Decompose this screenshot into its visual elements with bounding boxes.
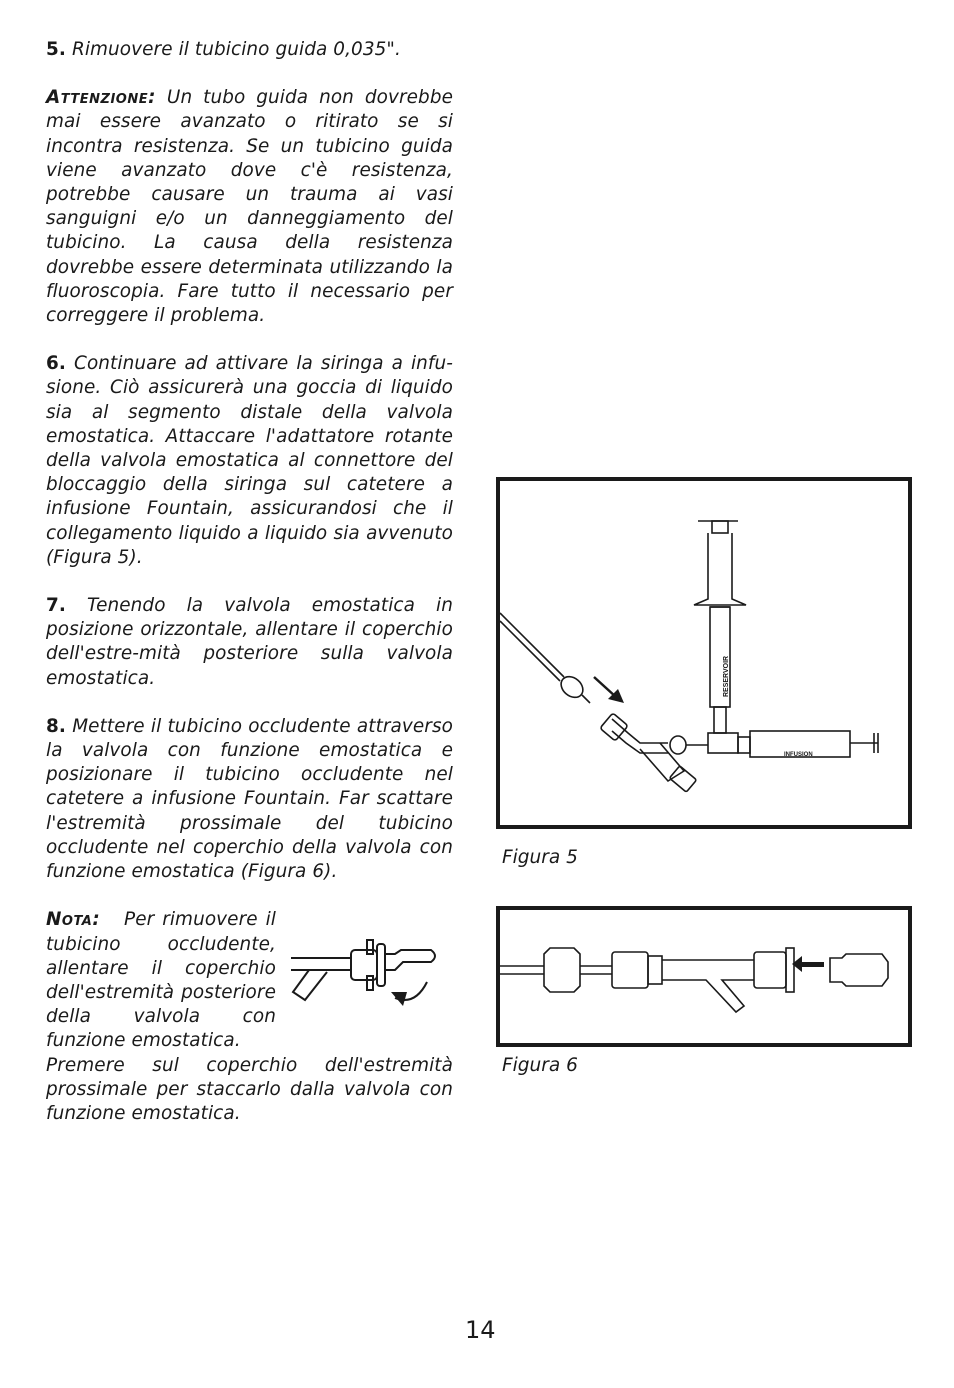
step-7-number: 7.	[46, 595, 66, 617]
note-text-a: Per rimuovere il tubicino occludente, allentare il coperchio dell'estremità posteriore della valvola con funzione emostatica.	[46, 909, 276, 1052]
reservoir-label: RESERVOIR	[723, 655, 730, 697]
valve-cap-illustration	[291, 920, 461, 1020]
figure-5-caption: Figura 5	[502, 847, 578, 868]
step-5	[46, 38, 453, 62]
infusion-label: INFUSION	[784, 752, 813, 758]
note-block	[46, 908, 453, 1126]
page-number: 14	[465, 1316, 496, 1344]
step-7	[46, 594, 453, 691]
note-label: Nota:	[46, 909, 101, 931]
warning-text: Un tubo guida non dovrebbe mai essere avanzato o ritirato se si incontra resistenza. Se un tubicino guida viene avanzato dove c'è resistenza, potrebbe causare un trauma ai vasi sanguigni e/o un danneggiamento del tubicino. La causa della resistenza dovrebbe essere determinata utilizzando la fluoroscopia. Fare tutto il necessario per correggere il problema.	[46, 87, 454, 327]
step-6-text: Continuare ad attivare la siringa a infu-sione. Ciò assicurerà una goccia di liquido sia al segmento distale della valvola emostatica. Attaccare l'adattatore rotante della valvola emostatica al connettore del bloccaggio della siringa sul catetere a infusione Fountain, assicurandosi che il collegamento liquido a liquido sia avvenuto (Figura 5).	[46, 353, 453, 568]
step-5-text: Rimuovere il tubicino guida 0,035".	[71, 39, 401, 60]
step-7-text: Tenendo la valvola emostatica in posizione orizzontale, allentare il coperchio dell'estre-mità posteriore sulla valvola emostatica.	[46, 595, 453, 689]
figure-5-illustration	[500, 481, 908, 825]
note-paragraph-a	[46, 908, 276, 1053]
warning-label: Attenzione:	[46, 87, 156, 109]
step-6-number: 6.	[46, 353, 66, 375]
step-8	[46, 715, 453, 884]
warning-paragraph	[46, 86, 453, 328]
step-5-number: 5.	[46, 39, 66, 60]
step-8-number: 8.	[46, 715, 66, 737]
note-text-b: Premere sul coperchio dell'estremità prossimale per staccarlo dalla valvola con funzione emostatica.	[46, 1054, 453, 1124]
figure-6-frame	[496, 906, 912, 1047]
step-8-text: Mettere il tubicino occludente attraverso la valvola con funzione emostatica e posizionare il tubicino occludente nel catetere a infusione Fountain. Far scattare l'estremità prossimale del tubicino occludente nel coperchio della valvola con funzione emostatica (Figura 6).	[46, 715, 453, 883]
text-column	[46, 38, 453, 1126]
figure-6-illustration	[500, 910, 908, 1043]
step-6	[46, 352, 453, 570]
figure-5-frame	[496, 477, 912, 829]
figure-6-caption: Figura 6	[502, 1055, 578, 1076]
